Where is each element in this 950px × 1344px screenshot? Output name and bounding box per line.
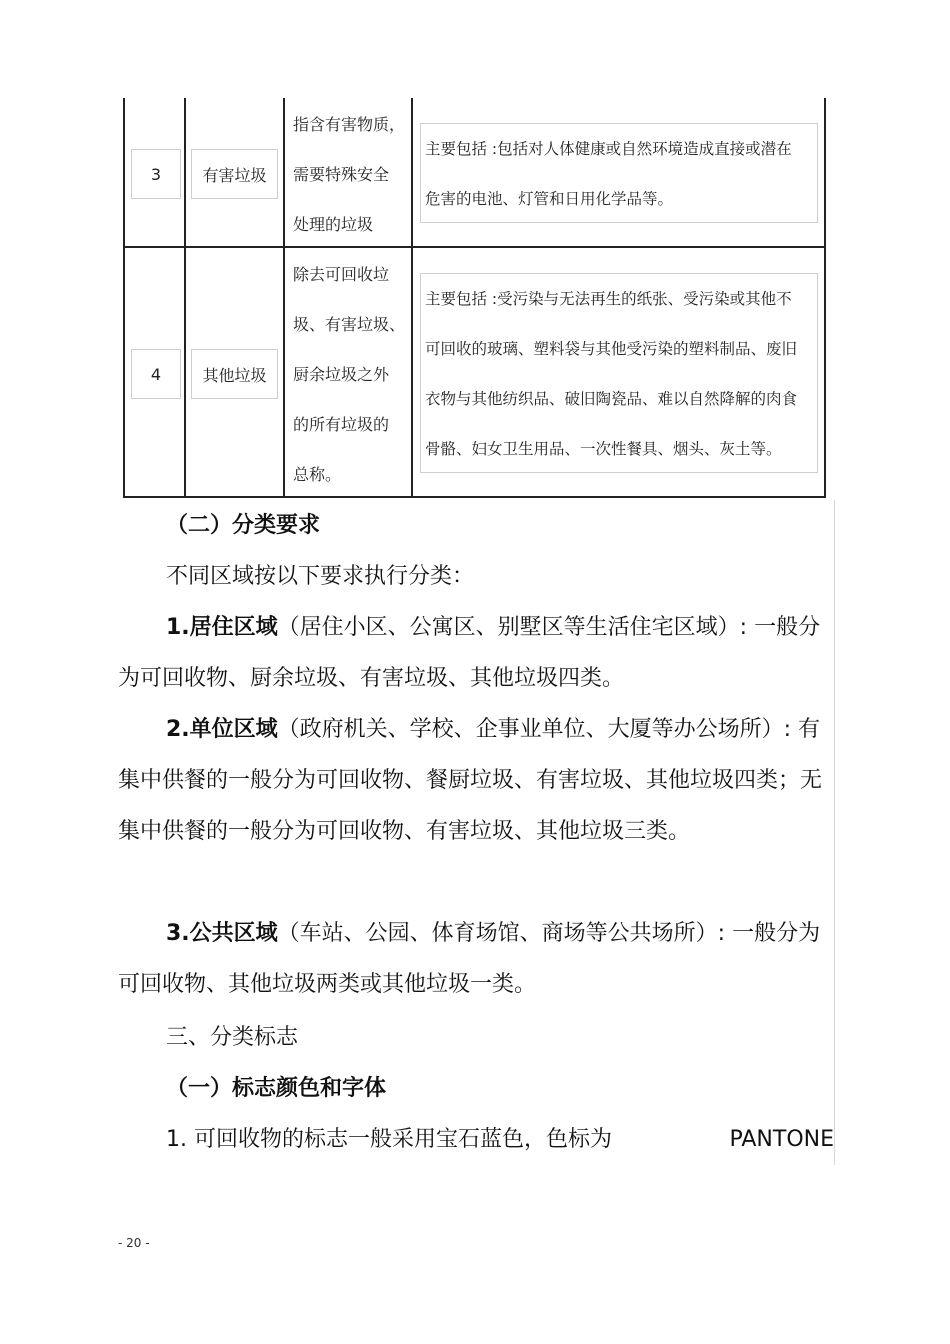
item-text: （居住小区、公寓区、别墅区等生活住宅区域）: 一般分为可回收物、厨余垃圾、有害垃圾、其他垃圾四类。 — [118, 615, 821, 691]
item-title: 3.公共区域 — [166, 921, 278, 946]
description-line: 骨骼、妇女卫生用品、一次性餐具、烟头、灰土等。 — [425, 440, 782, 458]
description-line: 主要包括 :受污染与无法再生的纸张、受污染或其他不 — [425, 290, 792, 308]
category-description — [420, 123, 818, 223]
page-number: - 20 - — [118, 1236, 150, 1250]
item-title: 1.居住区域 — [166, 615, 278, 640]
category-name-cell: 有害垃圾 — [191, 149, 278, 199]
line-text: 1. 可回收物的标志一般采用宝石蓝色，色标为 — [166, 1127, 612, 1152]
row-number-cell: 3 — [131, 149, 181, 199]
paragraph: 不同区域按以下要求执行分类： — [166, 564, 475, 589]
table-border-right — [824, 98, 826, 498]
text-frame-edge — [834, 500, 835, 1165]
category-definition — [293, 100, 411, 250]
row-number-cell: 4 — [131, 349, 181, 399]
description-line: 危害的电池、灯管和日用化学品等。 — [425, 190, 674, 208]
table-divider — [283, 98, 285, 498]
paragraph-recyclable-color — [118, 1114, 834, 1165]
definition-line: 总称。 — [293, 465, 342, 484]
table-border-bottom — [123, 496, 826, 498]
definition-line: 的所有垃圾的 — [293, 415, 390, 434]
paragraph-unit — [118, 704, 834, 857]
definition-line: 圾、有害垃圾、 — [293, 315, 406, 334]
item-text: （政府机关、学校、企事业单位、大厦等办公场所）: 有集中供餐的一般分为可回收物、餐厨垃圾、有害垃圾、其他垃圾四类；无集中供餐的一般分为可回收物、有害垃圾、其他垃圾三类。 — [118, 717, 823, 844]
category-name-cell: 其他垃圾 — [191, 349, 278, 399]
item-title: 2.单位区域 — [166, 717, 278, 742]
category-description — [420, 273, 818, 473]
paragraph-residential — [118, 602, 834, 704]
subsection-heading: （一）标志颜色和字体 — [166, 1076, 387, 1101]
table-border-left — [123, 98, 125, 498]
item-text: （车站、公园、体育场馆、商场等公共场所）: 一般分为可回收物、其他垃圾两类或其他垃圾一类。 — [118, 921, 821, 997]
definition-line: 厨余垃圾之外 — [293, 365, 390, 384]
paragraph-public — [118, 908, 834, 1010]
description-line: 衣物与其他纺织品、破旧陶瓷品、难以自然降解的肉食 — [425, 390, 798, 408]
section-heading: 三、分类标志 — [166, 1025, 299, 1050]
table-divider — [411, 98, 413, 498]
classification-table — [123, 98, 826, 498]
section-heading: （二）分类要求 — [166, 513, 321, 538]
pantone-label: PANTONE — [729, 1127, 834, 1152]
definition-line: 需要特殊安全 — [293, 165, 390, 184]
definition-line: 指含有害物质， — [293, 115, 406, 134]
description-line: 可回收的玻璃、塑料袋与其他受污染的塑料制品、废旧 — [425, 340, 798, 358]
definition-line: 处理的垃圾 — [293, 215, 374, 234]
table-divider — [184, 98, 186, 498]
description-line: 主要包括 :包括对人体健康或自然环境造成直接或潜在 — [425, 140, 792, 158]
definition-line: 除去可回收垃 — [293, 265, 390, 284]
category-definition — [293, 250, 411, 500]
table-row-divider — [123, 246, 826, 248]
